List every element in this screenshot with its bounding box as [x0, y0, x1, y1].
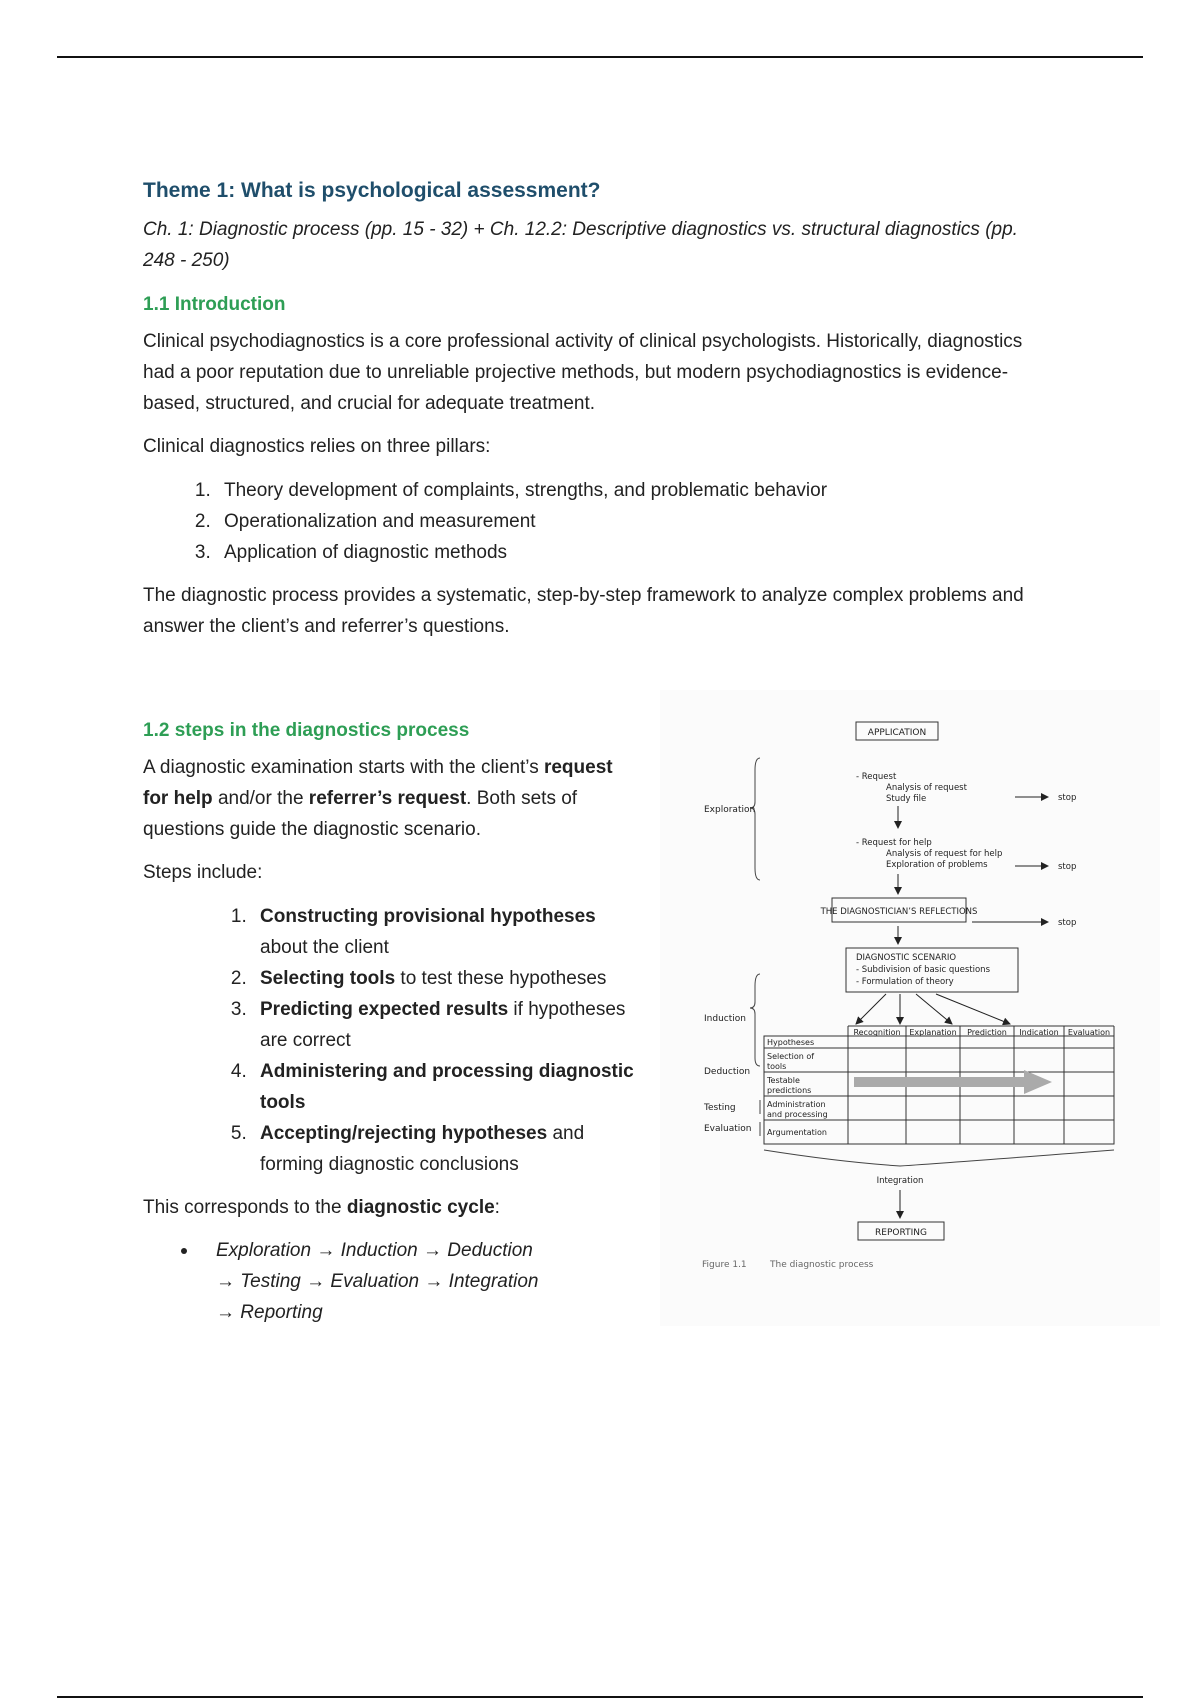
evaluation-label: Evaluation	[704, 1124, 752, 1134]
row-label: Hypotheses	[767, 1038, 815, 1047]
request-label: - Request	[856, 772, 897, 782]
row-label: Administration	[767, 1100, 826, 1109]
exploration-bracket	[750, 758, 760, 880]
fan-arrow	[856, 994, 886, 1024]
study-file-label: Study file	[886, 794, 927, 804]
row-label: Selection of	[767, 1052, 815, 1061]
step-bold: Accepting/rejecting hypotheses	[260, 1123, 548, 1144]
intro-paragraph-3: The diagnostic process provides a systematic, step-by-step framework to analyze complex problems and answer the client’s and referrer’s questions.	[143, 585, 1024, 637]
row-label: and processing	[767, 1110, 828, 1119]
scenario-label: DIAGNOSTIC SCENARIO	[856, 953, 957, 963]
testing-label: Testing	[704, 1103, 736, 1113]
page-content	[143, 176, 1043, 642]
cycle-list	[143, 1235, 556, 1328]
request-help-label: - Request for help	[856, 838, 932, 848]
exploration-problems-label: Exploration of problems	[886, 860, 988, 870]
steps-list	[143, 901, 643, 1180]
list-item	[252, 1118, 643, 1180]
subdivision-label: - Subdivision of basic questions	[856, 965, 990, 975]
row-label: predictions	[767, 1086, 812, 1095]
list-item: 3. Application of diagnostic methods	[216, 537, 1043, 568]
diagnostic-process-diagram	[660, 690, 1160, 1326]
diagnostic-process-figure	[660, 690, 1160, 1326]
step-rest: if hypotheses are correct	[260, 999, 626, 1051]
list-item: 2. Operationalization and measurement	[216, 506, 1043, 537]
list-item: Exploration → Induction → Deduction → Testing → Evaluation → Integration → Reporting	[216, 1235, 556, 1328]
steps-label: Steps include:	[143, 862, 263, 883]
list-item: 1. Theory development of complaints, strengths, and problematic behavior	[216, 475, 1043, 506]
column-header: Indication	[1019, 1028, 1059, 1037]
cycle-intro-text-c: :	[494, 1197, 500, 1218]
column-header: Evaluation	[1067, 1028, 1111, 1037]
analysis-request-label: Analysis of request	[886, 783, 967, 793]
stop-label-3: stop	[1058, 918, 1077, 928]
steps-intro-text-e: . Both sets of questions guide the diagnostic scenario.	[143, 788, 578, 840]
intro-paragraph-2: Clinical diagnostics relies on three pillars:	[143, 436, 491, 457]
steps-intro-text-c: and/or the	[212, 788, 309, 809]
intro-heading: 1.1 Introduction	[143, 294, 286, 315]
stop-label-1: stop	[1058, 793, 1077, 803]
list-item	[252, 963, 643, 994]
column-header: Prediction	[967, 1028, 1007, 1037]
chapter-reference: Ch. 1: Diagnostic process (pp. 15 - 32) + Ch. 12.2: Descriptive diagnostics vs. structural diagnostics (pp. 248 - 250)	[143, 219, 1018, 271]
pillars-list	[143, 475, 1043, 568]
column-header: Explanation	[909, 1028, 957, 1037]
steps-intro-text-a: A diagnostic examination starts with the client’s	[143, 757, 544, 778]
cycle-intro	[143, 1192, 643, 1223]
steps-intro-bold-referrer: referrer’s request	[308, 788, 467, 809]
list-item	[252, 1056, 643, 1118]
row-label: Argumentation	[767, 1128, 827, 1137]
step-rest: about the client	[260, 937, 389, 958]
list-item	[252, 901, 643, 963]
step-rest: and forming diagnostic conclusions	[260, 1123, 585, 1175]
deduction-label: Deduction	[704, 1067, 751, 1077]
induction-bracket	[750, 974, 760, 1066]
figure-caption: The diagnostic process	[770, 1260, 874, 1270]
header-rule	[57, 56, 1143, 58]
analysis-help-label: Analysis of request for help	[886, 849, 1003, 859]
figure-number: Figure 1.1	[702, 1260, 747, 1270]
stop-label-2: stop	[1058, 862, 1077, 872]
reflections-label: THE DIAGNOSTICIAN’S REFLECTIONS	[820, 907, 978, 917]
application-label: APPLICATION	[867, 728, 927, 738]
cycle-intro-bold: diagnostic cycle	[346, 1197, 495, 1218]
step-bold: Predicting expected results	[260, 999, 509, 1020]
list-item	[252, 994, 643, 1056]
integration-label: Integration	[876, 1176, 924, 1186]
steps-intro-bold-help: request for help	[143, 757, 613, 809]
steps-section	[143, 716, 643, 1328]
theme-title: Theme 1: What is psychological assessment?	[143, 179, 601, 202]
cycle-intro-text-a: This corresponds to the	[143, 1197, 347, 1218]
footer-rule	[57, 1696, 1143, 1698]
reporting-label: REPORTING	[875, 1228, 927, 1238]
step-bold: Selecting tools	[260, 968, 396, 989]
step-rest: to test these hypotheses	[395, 968, 607, 989]
steps-heading: 1.2 steps in the diagnostics process	[143, 720, 470, 741]
progress-arrow-head	[1024, 1070, 1052, 1094]
progress-arrow-shaft	[854, 1077, 1024, 1087]
step-bold: Administering and processing diagnostic tools	[260, 1061, 634, 1113]
steps-intro	[143, 752, 643, 845]
formulation-label: - Formulation of theory	[856, 977, 954, 987]
integration-brace	[764, 1150, 1114, 1166]
induction-label: Induction	[704, 1014, 746, 1024]
row-label: tools	[767, 1062, 787, 1071]
column-header: Recognition	[853, 1028, 901, 1037]
intro-paragraph-1: Clinical psychodiagnostics is a core professional activity of clinical psychologists. Historically, diagnostics had a poor reputation due to unreliable projective methods, but modern psychodiagnostics is evidence-based, structured, and crucial for adequate treatment.	[143, 331, 1023, 414]
exploration-label: Exploration	[704, 805, 756, 815]
row-label: Testable	[767, 1076, 800, 1085]
step-bold: Constructing provisional hypotheses	[260, 906, 596, 927]
